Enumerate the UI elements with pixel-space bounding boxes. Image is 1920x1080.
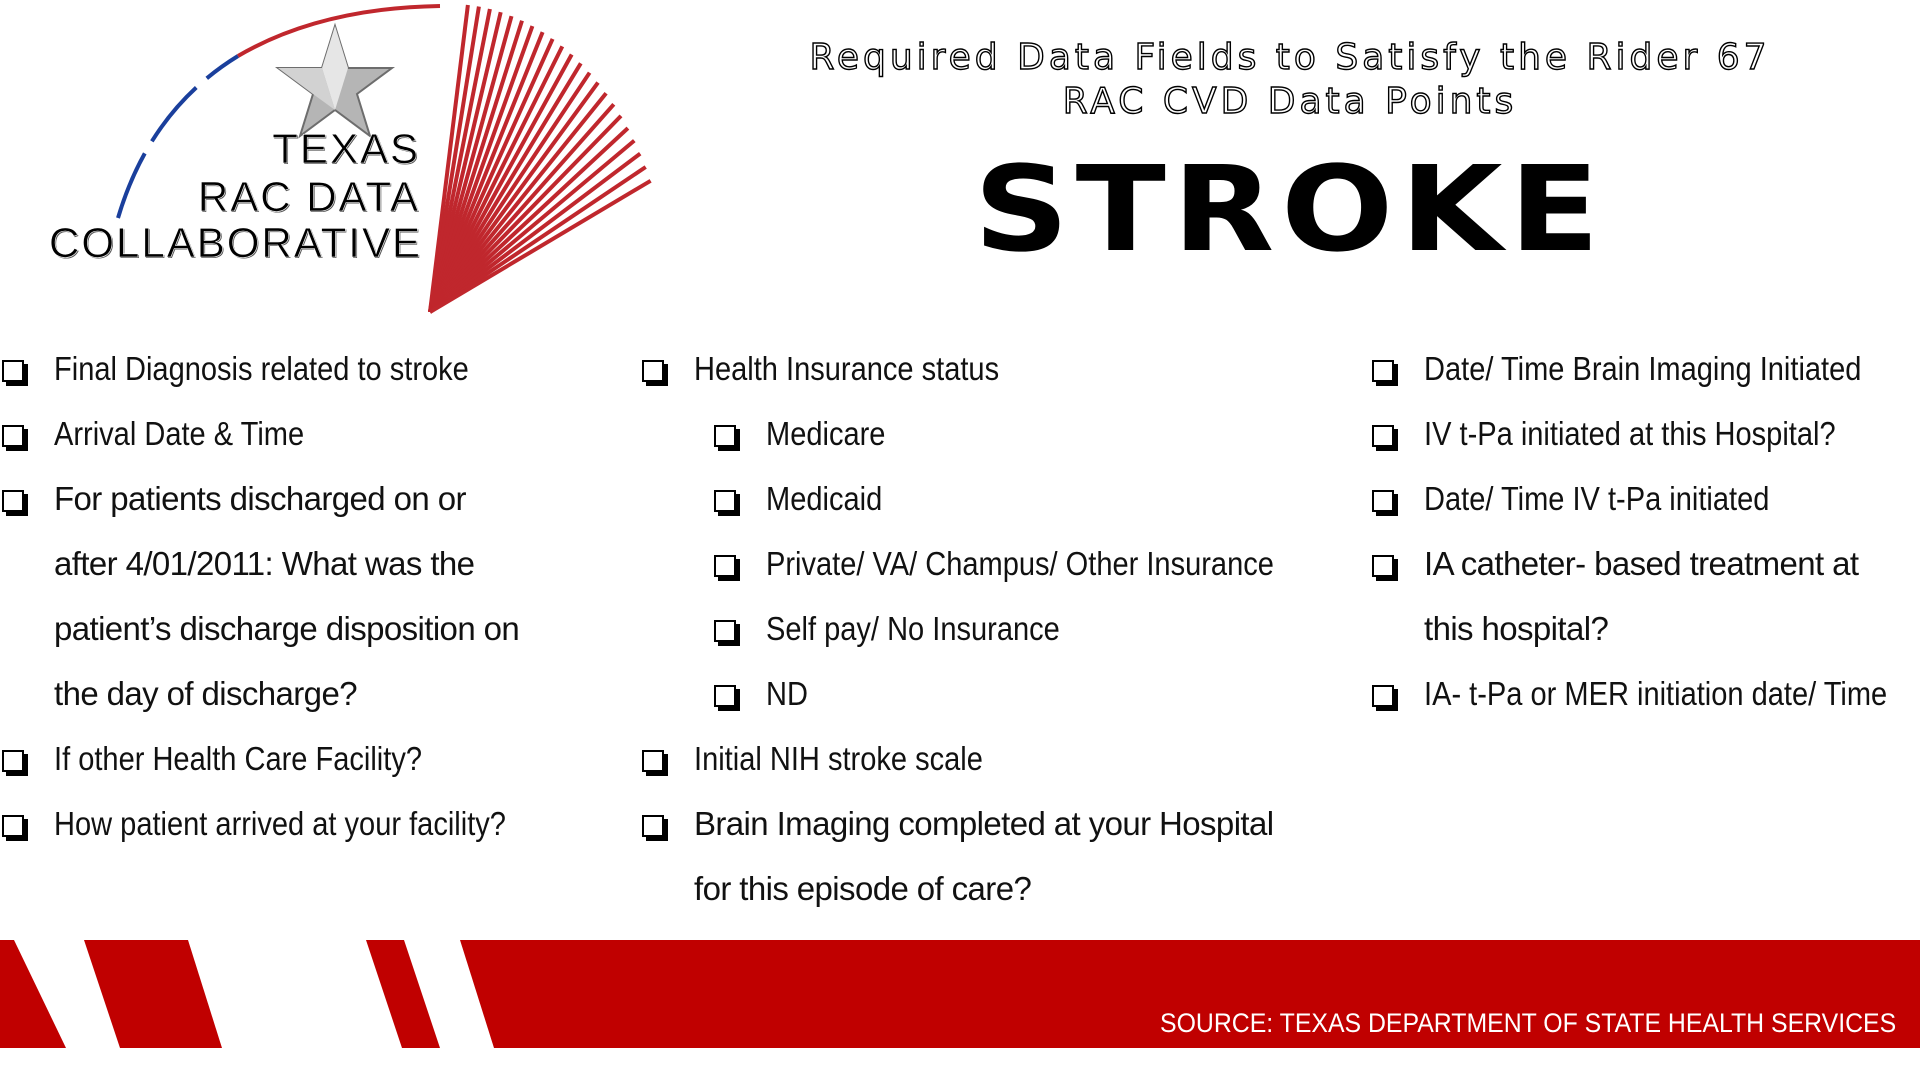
list-subitem: Self pay/ No Insurance <box>712 596 1320 661</box>
checkbox-icon <box>2 815 24 837</box>
page-title: STROKE <box>973 140 1607 278</box>
fan-rays <box>430 5 651 312</box>
checkbox-icon <box>1372 555 1394 577</box>
list-subitem: Private/ VA/ Champus/ Other Insurance <box>712 531 1320 596</box>
checklist-column-3 <box>1370 336 1920 726</box>
checkbox-icon <box>1372 685 1394 707</box>
checkbox-icon <box>642 750 664 772</box>
list-item: Initial NIH stroke scale <box>640 726 1320 791</box>
list-item: Arrival Date & Time <box>0 401 560 466</box>
list-item: If other Health Care Facility? <box>0 726 560 791</box>
checkbox-icon <box>1372 425 1394 447</box>
list-item: IV t-Pa initiated at this Hospital? <box>1370 401 1920 466</box>
logo-text-texas: TEXAS <box>272 125 420 172</box>
checkbox-icon <box>714 425 736 447</box>
checkbox-icon <box>642 815 664 837</box>
list-subitem: ND <box>712 661 1320 726</box>
list-item: IA- t-Pa or MER initiation date/ Time <box>1370 661 1920 726</box>
list-subitem: Medicaid <box>712 466 1320 531</box>
list-item: For patients discharged on or after 4/01/2011: What was the patient’s discharge disposition on the day of discharge? <box>0 466 560 726</box>
list-item: Date/ Time Brain Imaging Initiated <box>1370 336 1920 401</box>
checklist-column-1 <box>0 336 560 856</box>
checkbox-icon <box>642 360 664 382</box>
list-subitem: Medicare <box>712 401 1320 466</box>
logo-text-collaborative: COLLABORATIVE <box>49 219 422 266</box>
checklist-column-2 <box>640 336 1320 921</box>
checkbox-icon <box>2 490 24 512</box>
checkbox-icon <box>2 360 24 382</box>
logo <box>0 0 680 320</box>
checkbox-icon <box>714 490 736 512</box>
list-item: How patient arrived at your facility? <box>0 791 560 856</box>
list-item: Date/ Time IV t-Pa initiated <box>1370 466 1920 531</box>
checkbox-icon <box>2 750 24 772</box>
checkbox-icon <box>2 425 24 447</box>
subtitle-line-2: RAC CVD Data Points <box>1062 81 1518 122</box>
logo-text-rac-data: RAC DATA <box>197 173 420 220</box>
checkbox-icon <box>714 555 736 577</box>
checkbox-icon <box>714 685 736 707</box>
list-item: IA catheter- based treatment at this hospital? <box>1370 531 1920 661</box>
checkbox-icon <box>714 620 736 642</box>
list-item: Health Insurance status <box>640 336 1320 401</box>
checkbox-icon <box>1372 490 1394 512</box>
star-icon <box>278 26 392 136</box>
subtitle-line-1: Required Data Fields to Satisfy the Rider 67 <box>809 37 1771 78</box>
list-item: Final Diagnosis related to stroke <box>0 336 560 401</box>
source-caption: SOURCE: TEXAS DEPARTMENT OF STATE HEALTH SERVICES <box>1159 1008 1896 1038</box>
checkbox-icon <box>1372 360 1394 382</box>
list-item: Brain Imaging completed at your Hospital for this episode of care? <box>640 791 1320 921</box>
subtitle <box>720 36 1860 124</box>
